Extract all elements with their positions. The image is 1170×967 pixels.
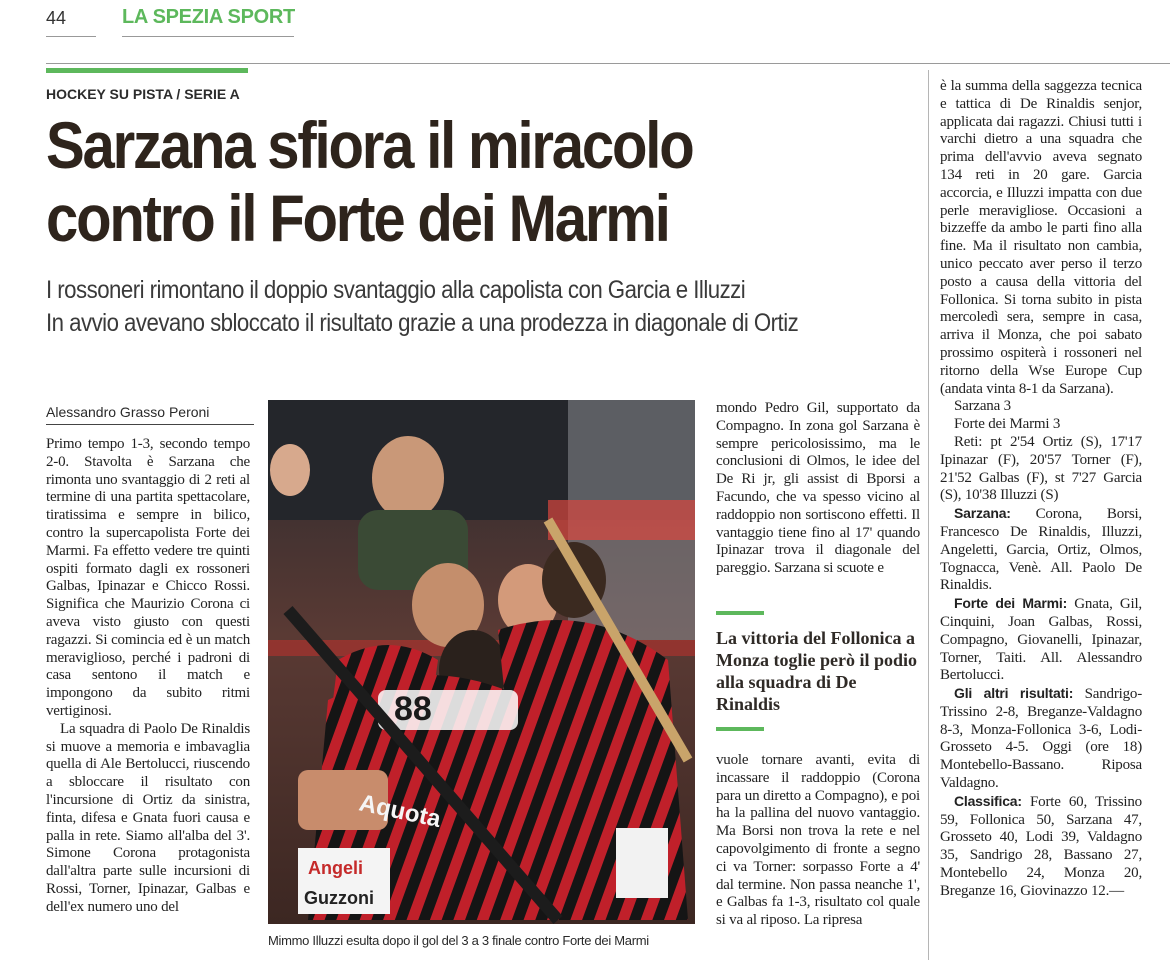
paragraph: è la summa della saggezza tecnica e tattica di De Rinaldis senjor, applicata dai ragazzi. Chiusi tutti i varchi dietro a una squadra che prima dell'avvio aveva segnato 134 reti in 20 gare. Garcia accorcia, e Illuzzi impatta con due perle meravigliose. Occasioni a bizzeffe da ambo le parti fino alla fine. Ma il risultato non cambia, unico peccato aver perso il terzo posto a causa della vittoria del Follonica. Si torna subito in pista mercoledì sera, sempre in casa, arriva il Monza, che poi sabato prossimo ospiterà i rossoneri nel ritorno della Wse Europe Cup (andata vinta 8-1 da Sarzana). — [940, 78, 1142, 397]
section-rule — [122, 36, 294, 37]
headline — [46, 109, 812, 255]
headline-line-2: contro il Forte dei Marmi — [46, 181, 669, 255]
lineup-forte — [940, 595, 1142, 685]
article-photo — [268, 400, 695, 924]
kicker: HOCKEY SU PISTA / SERIE A — [46, 86, 240, 102]
paragraph: mondo Pedro Gil, supportato da Compagno. In zona gol Sarzana è sempre pericolosissimo, ma le conclusioni di Olmos, le idee del De Ri jr, gli assist di Bporsi a Facundo, che va spesso vicino al raddoppio non sortiscono effetti. Il vantaggio tiene fino al 17' quando Ipinazar trova il diagonale del pareggio. Sarzana si scuote e — [716, 400, 920, 577]
standings-text: Forte 60, Trissino 59, Follonica 50, Sarzana 47, Grosseto 40, Lodi 39, Valdagno 35, Sandrigo 28, Bassano 27, Montebello 24, Monza 20, Breganze 16, Giovinazzo 12.— — [940, 793, 1142, 899]
subheadline — [46, 274, 936, 340]
pull-quote-rule-top — [716, 611, 764, 615]
pull-quote: La vittoria del Follonica a Monza toglie però il podio alla squadra di De Rinaldis — [716, 628, 917, 714]
board-brand-2: Guzzoni — [304, 888, 374, 908]
page-number-rule — [46, 36, 96, 37]
byline-rule — [46, 424, 254, 425]
jersey-number: 88 — [394, 690, 432, 728]
standings — [940, 793, 1142, 901]
lineup-forte-text: Gnata, Gil, Cinquini, Joan Galbas, Rossi, Compagno, Giovanelli, Ipinazar, Torner, Taiti. All. Alessandro Bertolucci. — [940, 596, 1142, 684]
jersey-sponsor: Aquota — [356, 789, 444, 834]
photo-illustration — [268, 400, 695, 924]
paragraph: vuole tornare avanti, evita di incassare il raddoppio (Corona para un diretto a Compagno), e poi ha la pallina del nuovo vantaggio. Ma Borsi non trova la rete e nel capovolgimento di fronte a segno ci va Torner: sorpasso Forte a 4' dal termine. Non passa neanche 1', e Galbas fa 1-3, risultato col quale si va al riposo. La ripresa — [716, 752, 920, 929]
lineup-sarzana — [940, 505, 1142, 595]
standings-label: Classifica: — [954, 792, 1022, 809]
page-number: 44 — [46, 8, 67, 28]
paragraph: Primo tempo 1-3, secondo tempo 2-0. Stavolta è Sarzana che rimonta uno svantaggio di 2 reti al termine di una partita spettacolare, tiratissima e sempre in bilico, contro la supercapolista Forte dei Marmi. Fa effetto vedere tre quinti ospiti formato dagli ex rossoneri Galbas, Ipinazar e Chicco Rossi. Significa che Maurizio Corona ci aveva visto giusto con questi ragazzi. Si comincia ed è un match meraviglioso, perché i padroni di casa sentono il match e impongono da subito ritmi vertiginosi. — [46, 436, 250, 719]
byline: Alessandro Grasso Peroni — [46, 404, 210, 420]
lineup-forte-label: Forte dei Marmi: — [954, 595, 1068, 612]
section-name: LA SPEZIA SPORT — [122, 6, 295, 28]
page-header — [0, 0, 1170, 64]
article-column-3-bottom — [716, 752, 920, 930]
score-home: Sarzana 3 — [954, 398, 1011, 415]
article-column-1 — [46, 436, 250, 917]
photo-caption: Mimmo Illuzzi esulta dopo il gol del 3 a 3 finale contro Forte dei Marmi — [268, 933, 649, 948]
paragraph: La squadra di Paolo De Rinaldis si muove a memoria e imbavaglia quella di Ale Bertolucci, riuscendo a sbloccare il risultato con l'incursione di Ortiz da sinistra, finta, difesa e Gnata fuori causa e palla in rete. Siamo all'alba del 3'. Simone Corona protagonista dall'altra parte sulle incursioni di Rossi, Torner, Ipinazar, Galbas e dell'ex numero uno del — [46, 720, 250, 915]
board-brand-1: Angeli — [308, 858, 364, 878]
pull-quote-rule-bottom — [716, 727, 764, 731]
other-results-text: Sandrigo-Trissino 2-8, Breganze-Valdagno 8-3, Monza-Follonica 3-6, Lodi-Grosseto 4-5. Oggi (ore 18) Montebello-Bassano. Riposa Valdagno. — [940, 686, 1142, 792]
kicker-accent-bar — [46, 68, 248, 73]
score-away: Forte dei Marmi 3 — [954, 416, 1061, 433]
article-column-3-top — [716, 400, 920, 578]
headline-line-1: Sarzana sfiora il miracolo — [46, 108, 693, 182]
lineup-sarzana-text: Corona, Borsi, Francesco De Rinaldis, Illuzzi, Angeletti, Garcia, Ortiz, Olmos, Tognacca, Venè. All. Paolo De Rinaldis. — [940, 506, 1142, 594]
subhead-line-1: I rossoneri rimontano il doppio svantaggio alla capolista con Garcia e Illuzzi — [46, 276, 746, 304]
other-results-label: Gli altri risultati: — [954, 685, 1074, 702]
column-divider — [928, 70, 929, 960]
subhead-line-2: In avvio avevano sbloccato il risultato grazie a una prodezza in diagonale di Ortiz — [46, 309, 799, 337]
goals: Reti: pt 2'54 Ortiz (S), 17'17 Ipinazar (F), 20'57 Torner (F), 21'52 Galbas (F), st 7'27 Garcia (S), 10'38 Illuzzi (S) — [940, 433, 1142, 504]
article-column-4 — [940, 78, 1142, 901]
other-results — [940, 685, 1142, 793]
header-rule — [46, 63, 1170, 64]
lineup-sarzana-label: Sarzana: — [954, 505, 1011, 522]
